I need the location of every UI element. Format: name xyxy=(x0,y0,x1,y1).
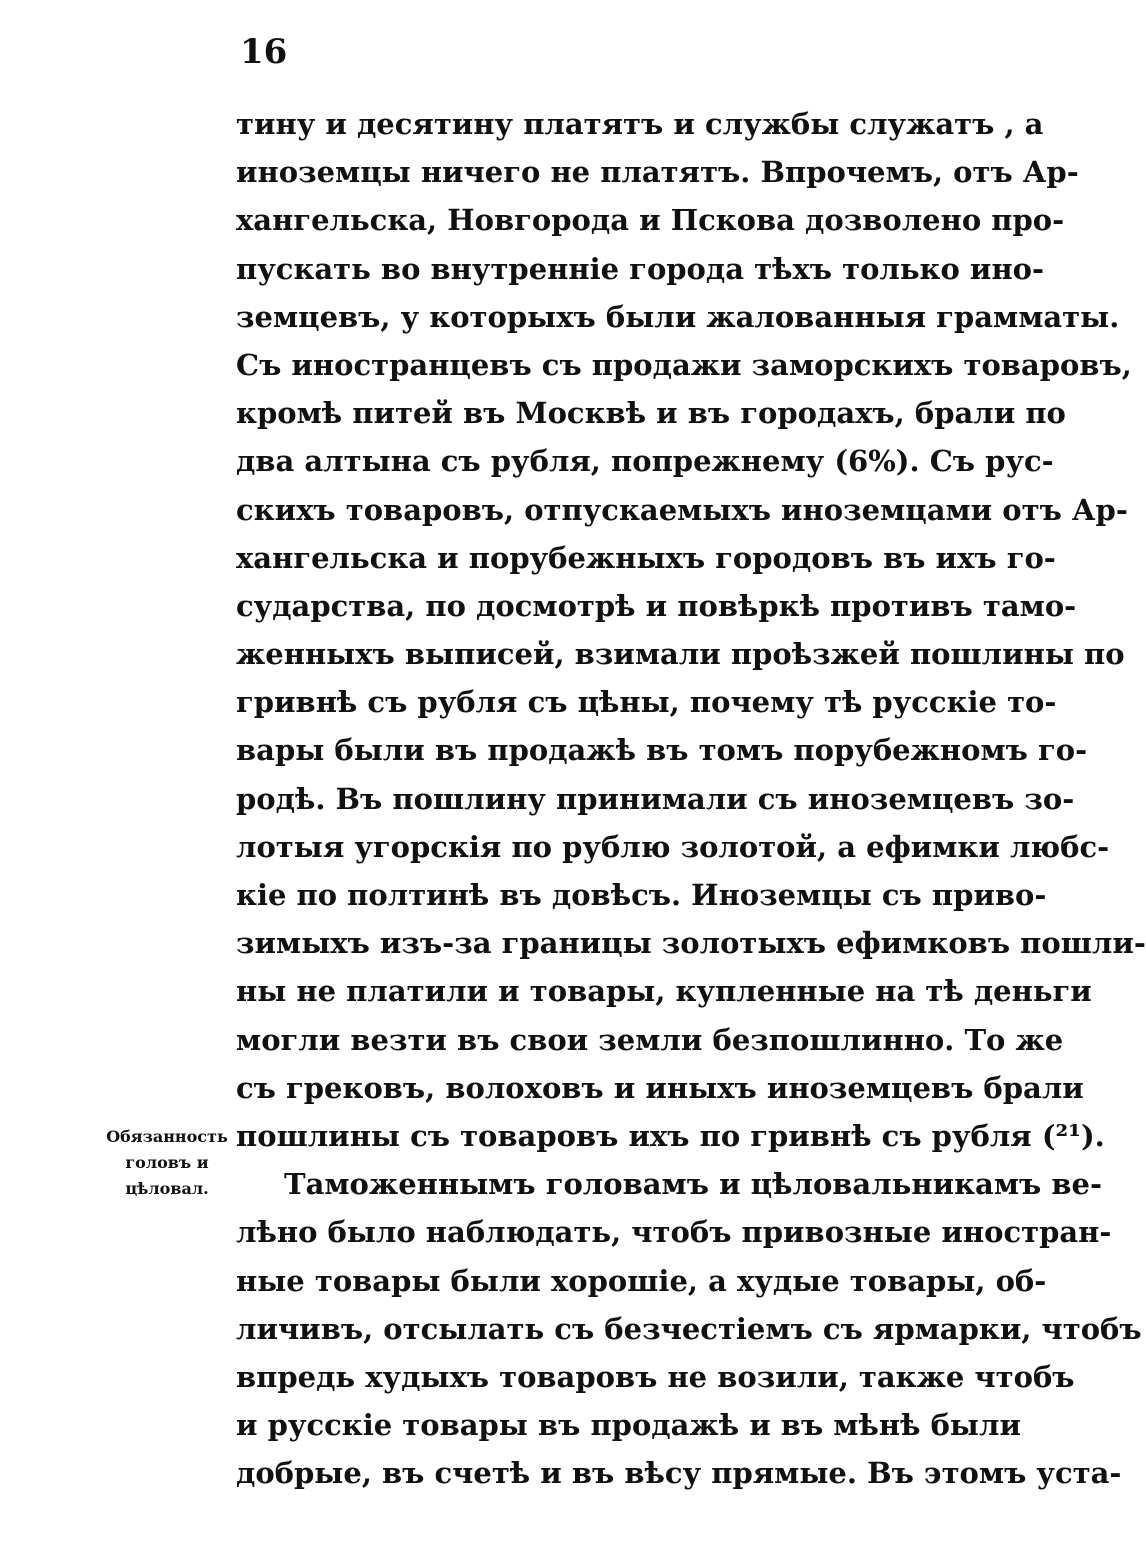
text-line: ные товары были хорошіе, а худые товары, об- xyxy=(236,1263,1047,1298)
text-line: лотыя угорскія по рублю золотой, а ефимки любс- xyxy=(236,829,1110,864)
margin-note-line: головъ и xyxy=(125,1153,209,1172)
text-line: впредь худыхъ товаровъ не возили, также чтобъ xyxy=(236,1359,1075,1394)
text-line: сударства, по досмотрѣ и повѣркѣ противъ тамо- xyxy=(236,588,1077,623)
text-line: и русскіе товары въ продажѣ и въ мѣнѣ были xyxy=(236,1408,1021,1443)
text-line: кіе по полтинѣ въ довѣсъ. Иноземцы съ приво- xyxy=(236,878,1047,912)
text-line: иноземцы ничего не платятъ. Впрочемъ, отъ Ар- xyxy=(236,155,1079,190)
text-line: Таможеннымъ головамъ и цѣловальникамъ ве- xyxy=(284,1167,1102,1202)
text-line: хангельска и порубежныхъ городовъ въ ихъ го- xyxy=(236,540,1056,575)
text-line: могли везти въ свои земли безпошлинно. То же xyxy=(236,1022,1064,1057)
text-line: родѣ. Въ пошлину принимали съ иноземцевъ зо- xyxy=(236,781,1075,816)
page-number: 16 xyxy=(240,32,288,72)
text-line: тину и десятину платятъ и службы служатъ , а xyxy=(236,107,1044,141)
text-line: ны не платили и товары, купленные на тѣ деньги xyxy=(236,974,1092,1009)
text-line: пускать во внутренніе города тѣхъ только ино- xyxy=(236,251,1045,286)
text-line: кромѣ питей въ Москвѣ и въ городахъ, брали по xyxy=(236,396,1066,431)
margin-note-line: цѣловал. xyxy=(125,1179,209,1198)
text-line: пошлины съ товаровъ ихъ по гривнѣ съ рубля (²¹). xyxy=(236,1118,1105,1153)
text-line: женныхъ выписей, взимали проѣзжей пошлины по xyxy=(236,637,1125,672)
text-line: Съ иностранцевъ съ продажи заморскихъ товаровъ, xyxy=(236,347,1132,382)
text-line: хангельска, Новгорода и Пскова дозволено про- xyxy=(236,203,1065,238)
body-text xyxy=(236,100,1146,1497)
text-line: лѣно было наблюдать, чтобъ привозные иностран- xyxy=(236,1215,1112,1250)
text-line: зимыхъ изъ-за границы золотыхъ ефимковъ пошли- xyxy=(236,926,1146,961)
text-line: вары были въ продажѣ въ томъ порубежномъ го- xyxy=(236,733,1088,768)
margin-note xyxy=(92,1124,242,1202)
text-line: съ грековъ, волоховъ и иныхъ иноземцевъ брали xyxy=(236,1070,1084,1105)
margin-note-line: Обязанность xyxy=(106,1127,228,1146)
text-line: скихъ товаровъ, отпускаемыхъ иноземцами отъ Ар- xyxy=(236,492,1128,527)
text-line: гривнѣ съ рубля съ цѣны, почему тѣ русскіе то- xyxy=(236,685,1057,720)
text-line: добрые, въ счетѣ и въ вѣсу прямые. Въ этомъ уста- xyxy=(236,1456,1122,1491)
text-line: два алтына съ рубля, попрежнему (6%). Съ рус- xyxy=(236,444,1054,479)
text-line: земцевъ, у которыхъ были жалованныя грамматы. xyxy=(236,299,1120,334)
text-line: личивъ, отсылать съ безчестіемъ съ ярмарки, чтобъ xyxy=(236,1311,1142,1346)
